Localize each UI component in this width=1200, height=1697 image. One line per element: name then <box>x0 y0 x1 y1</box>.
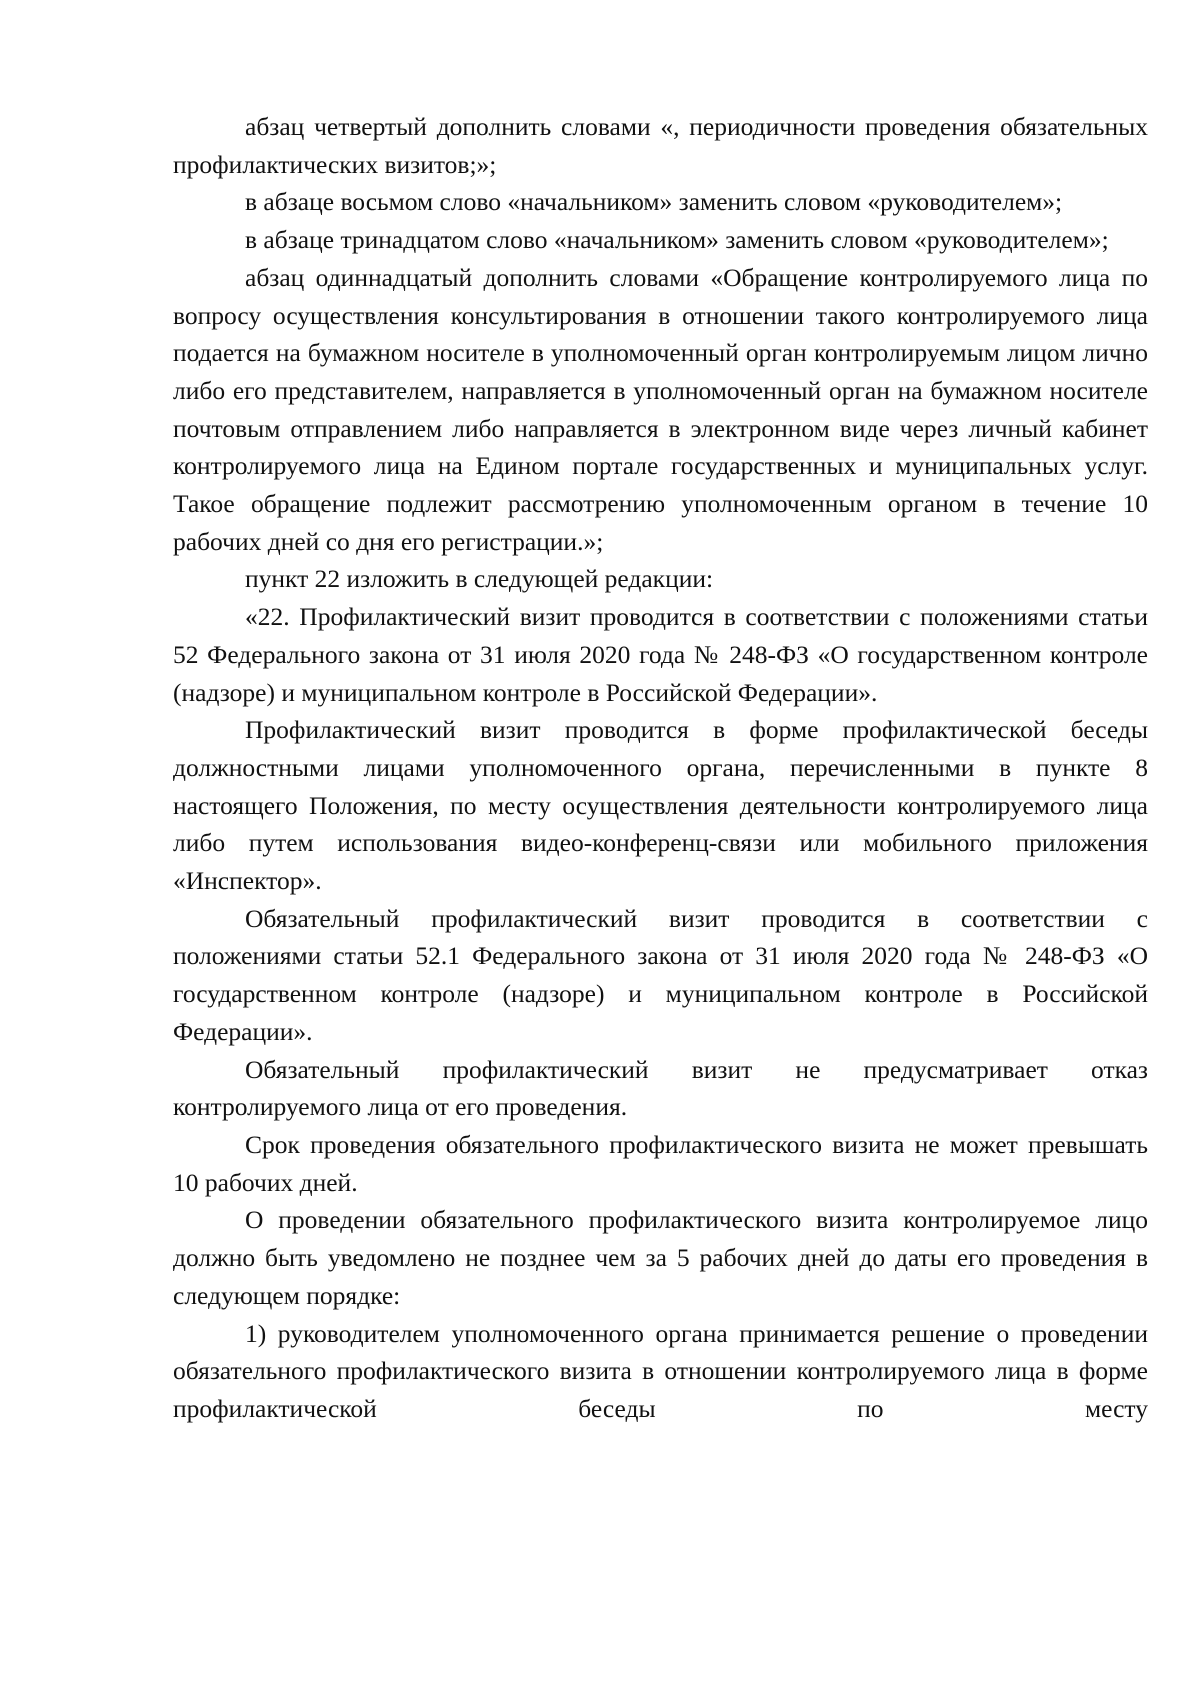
paragraph-10: Срок проведения обязательного профилактического визита не может превышать 10 рабочих дней. <box>173 1129 1148 1197</box>
document-page <box>173 108 1148 1428</box>
paragraph-7: Профилактический визит проводится в форме профилактической беседы должностными лицами уполномоченного органа, перечисленными в пункте 8 настоящего Положения, по месту осуществления деятельности контролируемого лица либо путем использования видео-конференц-связи или мобильного приложения «Инспектор». <box>173 715 1148 896</box>
paragraph-12: 1) руководителем уполномоченного органа принимается решение о проведении обязательного профилактического визита в отношении контролируемого лица в форме профилактической беседы по месту <box>173 1318 1148 1423</box>
paragraph-3: в абзаце тринадцатом слово «начальником» заменить словом «руководителем»; <box>245 225 1109 255</box>
paragraph-4: абзац одиннадцатый дополнить словами «Обращение контролируемого лица по вопросу осуществления консультирования в отношении такого контролируемого лица подается на бумажном носителе в уполномоченный орган контролируемым лицом лично либо его представителем, направляется в уполномоченный орган на бумажном носителе почтовым отправлением либо направляется в электронном виде через личный кабинет контролируемого лица на Едином портале государственных и муниципальных услуг. Такое обращение подлежит рассмотрению уполномоченным органом в течение 10 рабочих дней со дня его регистрации.»; <box>173 262 1148 556</box>
paragraph-6: «22. Профилактический визит проводится в соответствии с положениями статьи 52 Федерального закона от 31 июля 2020 года № 248-ФЗ «О государственном контроле (надзоре) и муниципальном контроле в Российской Федерации». <box>173 602 1148 707</box>
paragraph-5: пункт 22 изложить в следующей редакции: <box>245 564 714 594</box>
paragraph-11: О проведении обязательного профилактического визита контролируемое лицо должно быть уведомлено не позднее чем за 5 рабочих дней до даты его проведения в следующем порядке: <box>173 1205 1148 1310</box>
paragraph-9: Обязательный профилактический визит не предусматривает отказ контролируемого лица от его проведения. <box>173 1054 1148 1122</box>
paragraph-1: абзац четвертый дополнить словами «, периодичности проведения обязательных профилактических визитов;»; <box>173 112 1148 179</box>
paragraph-2: в абзаце восьмом слово «начальником» заменить словом «руководителем»; <box>245 187 1063 217</box>
paragraph-8: Обязательный профилактический визит проводится в соответствии с положениями статьи 52.1 Федерального закона от 31 июля 2020 года № 248-ФЗ «О государственном контроле (надзоре) и муниципальном контроле в Российской Федерации». <box>173 903 1148 1046</box>
